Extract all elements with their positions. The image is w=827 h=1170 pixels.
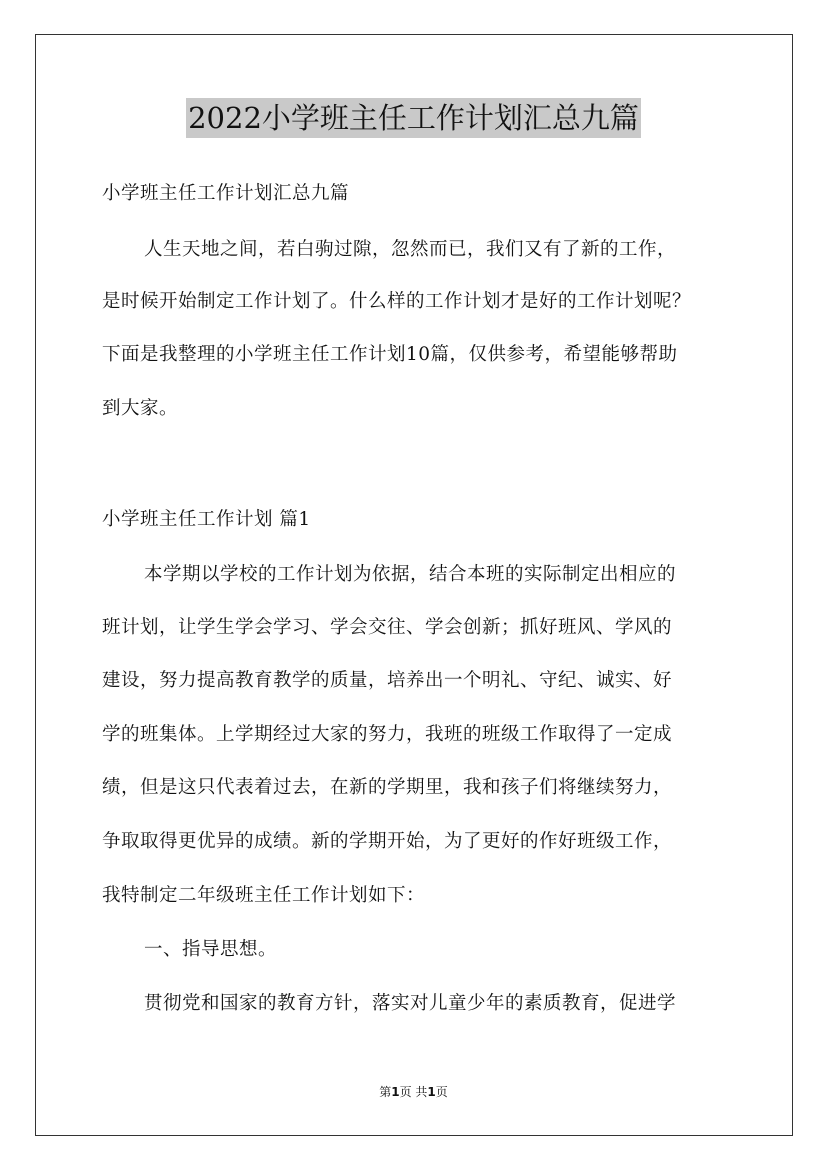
intro-line: 人生天地之间，若白驹过隙，忽然而已，我们又有了新的工作， [144,239,677,260]
subtitle: 小学班主任工作计划汇总九篇 [102,183,350,204]
footer-mid: 页 共 [399,1085,428,1099]
footer-page-number: 1 [391,1085,400,1099]
document-title: 2022小学班主任工作计划汇总九篇 [186,98,641,138]
intro-line: 是时候开始制定工作计划了。什么样的工作计划才是好的工作计划呢？ [102,291,692,312]
footer-prefix: 第 [379,1085,392,1099]
footer-suffix: 页 [435,1085,448,1099]
page-footer [0,1084,827,1100]
body-line: 班计划，让学生学会学习、学会交往、学会创新；抓好班风、学风的 [102,617,673,638]
body-line: 本学期以学校的工作计划为依据，结合本班的实际制定出相应的 [144,564,677,585]
footer-page-total: 1 [427,1085,436,1099]
section-heading: 小学班主任工作计划 篇1 [102,509,311,530]
body-line: 学的班集体。上学期经过大家的努力，我班的班级工作取得了一定成 [102,724,673,745]
title-wrap [0,98,827,138]
body-line: 争取取得更优异的成绩。新的学期开始，为了更好的作好班级工作， [102,831,673,852]
body-line: 我特制定二年级班主任工作计划如下： [102,885,426,906]
intro-line: 到大家。 [102,398,179,419]
subheading: 一、指导思想。 [144,939,278,960]
body-line: 建设，努力提高教育教学的质量，培养出一个明礼、守纪、诚实、好 [102,670,673,691]
intro-line: 下面是我整理的小学班主任工作计划10篇，仅供参考，希望能够帮助 [102,344,678,365]
body-line: 贯彻党和国家的教育方针，落实对儿童少年的素质教育，促进学 [144,993,677,1014]
body-line: 绩，但是这只代表着过去，在新的学期里，我和孩子们将继续努力， [102,777,673,798]
